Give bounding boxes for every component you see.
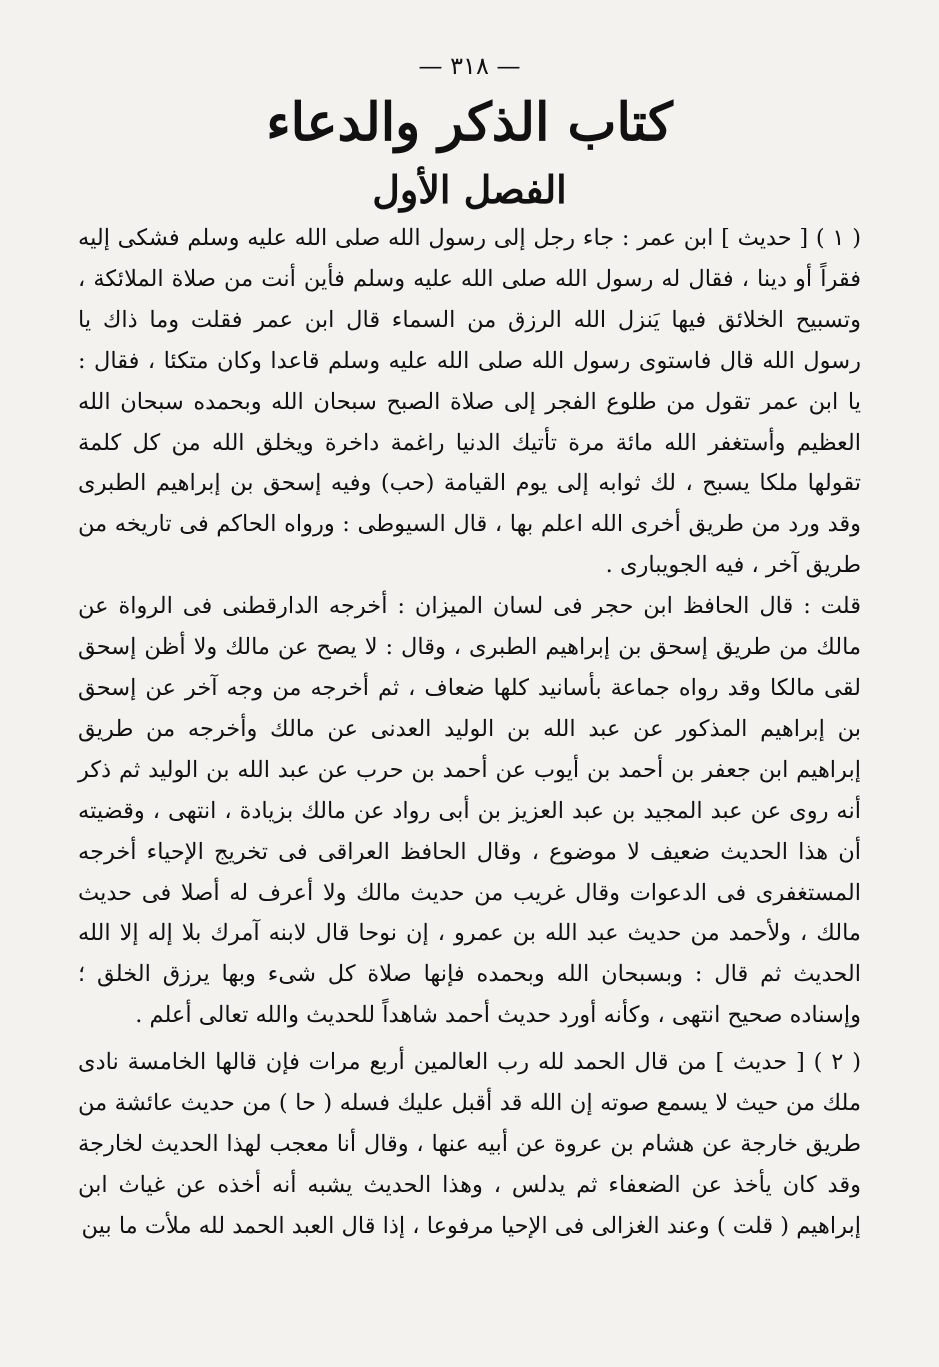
section-title: الفصل الأول xyxy=(372,167,567,212)
paragraph-hadith-2: ( ٢ ) [ حديث ] من قال الحمد لله رب العالمين أربع مرات فإن قالها الخامسة نادى ملك من حيث لا يسمع صوته إن الله قد أقبل عليك فسله ( حا ) من حديث عائشة من طريق خارجة عن هشام بن عروة عن أبيه عنها ، وقال أنا معجب لهذا الحديث لخارجة وقد كان يأخذ عن الضعفاء ثم يدلس ، وهذا الحديث يشبه أنه أخذه عن غياث ابن إبراهيم ( قلت ) وعند الغزالى فى الإحيا مرفوعا ، إذا قال العبد الحمد لله ملأت ما بين xyxy=(78,1049,861,1239)
book-title: كتاب الذكر والدعاء xyxy=(266,92,673,153)
page-number: — ٣١٨ — xyxy=(418,52,521,80)
body-text xyxy=(78,218,861,1247)
paragraph-hadith-1: ( ١ ) [ حديث ] ابن عمر : جاء رجل إلى رسول الله صلى الله عليه وسلم فشكى إليه فقراً أو دينا ، فقال له رسول الله صلى الله عليه وسلم فأين أنت من صلاة الملائكة ، وتسبيح الخلائق فيها يَنزل الله الرزق من السماء قال ابن عمر فقلت وما ذاك يا رسول الله قال فاستوى رسول الله صلى الله عليه وسلم قاعدا وكان متكئا ، فقال : يا ابن عمر تقول من طلوع الفجر إلى صلاة الصبح سبحان الله وبحمده سبحان الله العظيم وأستغفر الله مائة مرة تأتيك الدنيا راغمة داخرة ويخلق الله من كل كلمة تقولها ملكا يسبح ، لك ثوابه إلى يوم القيامة (حب) وفيه إسحق بن إبراهيم الطبرى وقد ورد من طريق أخرى الله اعلم بها ، قال السيوطى : ورواه الحاكم فى تاريخه من طريق آخر ، فيه الجويبارى . xyxy=(78,225,861,579)
paragraph-commentary: قلت : قال الحافظ ابن حجر فى لسان الميزان : أخرجه الدارقطنى فى الرواة عن مالك من طريق إسحق بن إبراهيم الطبرى ، وقال : لا يصح عن مالك ولا أظن إسحق لقى مالكا وقد رواه جماعة بأسانيد كلها ضعاف ، ثم أخرجه من وجه آخر عن إسحق بن إبراهيم المذكور عن عبد الله بن الوليد العدنى عن مالك وأخرجه من طريق إبراهيم ابن جعفر بن أحمد بن أيوب عن أحمد بن حرب عن عبد الله بن الوليد ثم ذكر أنه روى عن عبد المجيد بن عبد العزيز بن أبى رواد عن مالك بزيادة ، انتهى ، وقضيته أن هذا الحديث ضعيف لا موضوع ، وقال الحافظ العراقى فى تخريج الإحياء أخرجه المستغفرى فى الدعوات وقال غريب من حديث مالك ولا أعرف له أصلا فى حديث مالك ، ولأحمد من حديث عبد الله بن عمرو ، إن نوحا قال لابنه آمرك بلا إله إلا الله الحديث ثم قال : وبسبحان الله وبحمده فإنها صلاة كل شىء وبها يرزق الخلق ؛ وإسناده صحيح انتهى ، وكأنه أورد حديث أحمد شاهداً للحديث والله تعالى أعلم . xyxy=(78,593,861,1029)
